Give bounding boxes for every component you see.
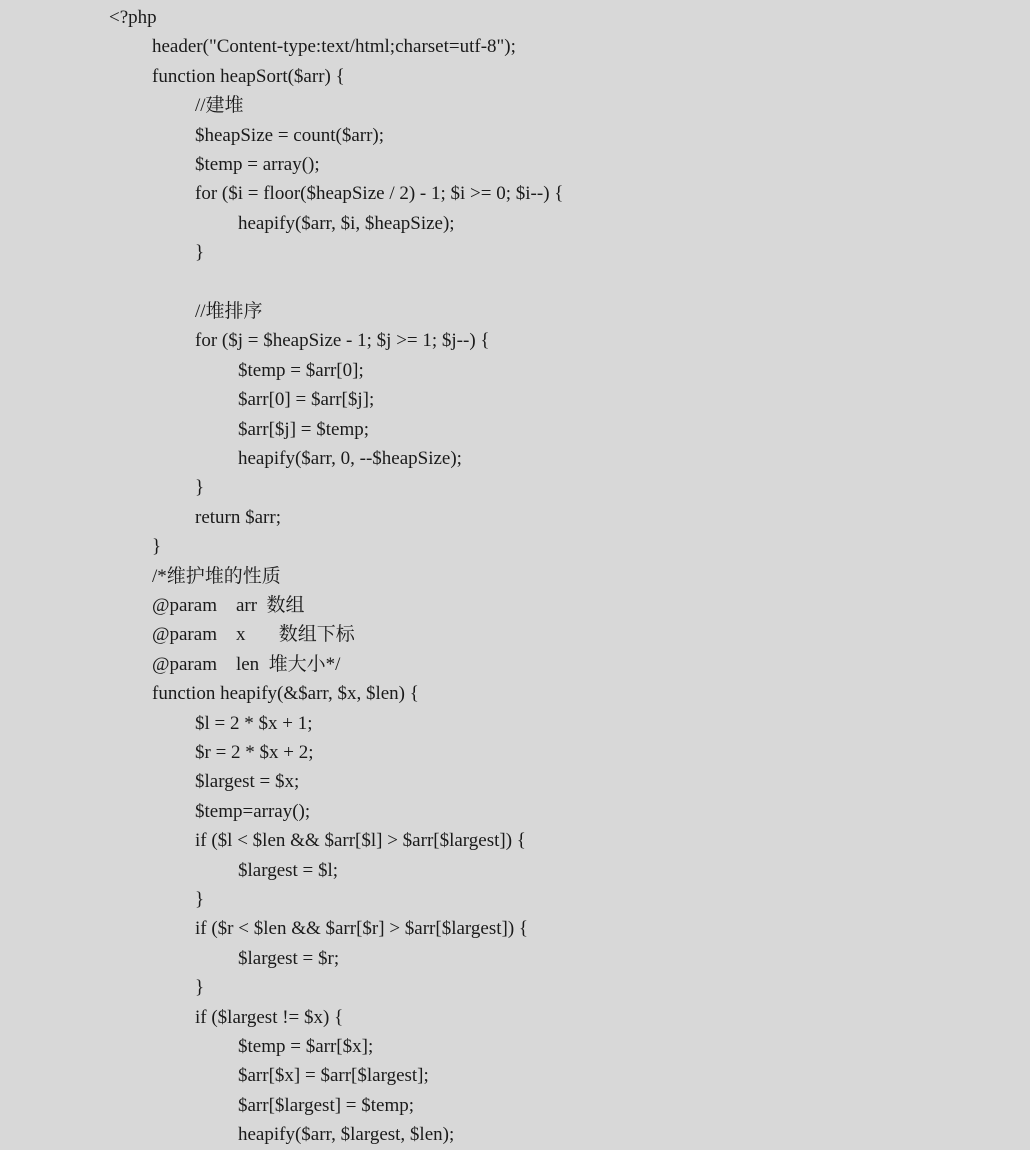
code-line: function heapify(&$arr, $x, $len) {: [152, 683, 419, 705]
code-line: $arr[$largest] = $temp;: [238, 1094, 415, 1116]
code-line: $largest = $r;: [238, 947, 340, 969]
code-line: $r = 2 * $x + 2;: [195, 742, 314, 763]
code-line: //堆排序: [195, 301, 263, 322]
code-line: @param len 堆大小*/: [152, 653, 341, 675]
code-line: @param x 数组下标: [152, 624, 355, 646]
code-line: }: [195, 242, 205, 264]
code-line: <?php: [109, 7, 157, 28]
code-line: $l = 2 * $x + 1;: [195, 712, 313, 734]
code-line: return $arr;: [195, 506, 281, 528]
code-line: heapify($arr, $largest, $len);: [238, 1124, 455, 1146]
code-line: $arr[$x] = $arr[$largest];: [238, 1065, 429, 1087]
code-line: //建堆: [195, 95, 244, 117]
code-line: $arr[0] = $arr[$j];: [238, 389, 375, 411]
code-line: }: [195, 889, 205, 910]
code-line: $heapSize = count($arr);: [195, 124, 385, 146]
code-line: if ($largest != $x) {: [195, 1006, 344, 1028]
code-line: /*维护堆的性质: [152, 565, 281, 587]
code-line: header("Content-type:text/html;charset=utf-8");: [152, 36, 516, 58]
code-line: function heapSort($arr) {: [152, 65, 345, 87]
code-line: for ($i = floor($heapSize / 2) - 1; $i >= 0; $i--) {: [195, 183, 564, 205]
code-line: $temp = $arr[0];: [238, 359, 364, 381]
code-line: $temp = $arr[$x];: [238, 1036, 374, 1057]
code-line: }: [195, 477, 205, 499]
code-line: $arr[$j] = $temp;: [238, 418, 370, 440]
code-line: $largest = $x;: [195, 771, 300, 793]
code-line: if ($r < $len && $arr[$r] > $arr[$largest]) {: [195, 918, 529, 940]
code-line: @param arr 数组: [152, 595, 305, 616]
code-line: $temp = array();: [195, 154, 320, 175]
code-line: $largest = $l;: [238, 859, 339, 881]
code-line: }: [195, 977, 205, 999]
code-line: heapify($arr, $i, $heapSize);: [238, 212, 455, 234]
code-line: }: [152, 536, 162, 558]
code-line: $temp=array();: [195, 800, 311, 822]
code-line: if ($l < $len && $arr[$l] > $arr[$largest]) {: [195, 830, 526, 852]
code-line: heapify($arr, 0, --$heapSize);: [238, 448, 462, 469]
code-line: for ($j = $heapSize - 1; $j >= 1; $j--) {: [195, 330, 490, 352]
